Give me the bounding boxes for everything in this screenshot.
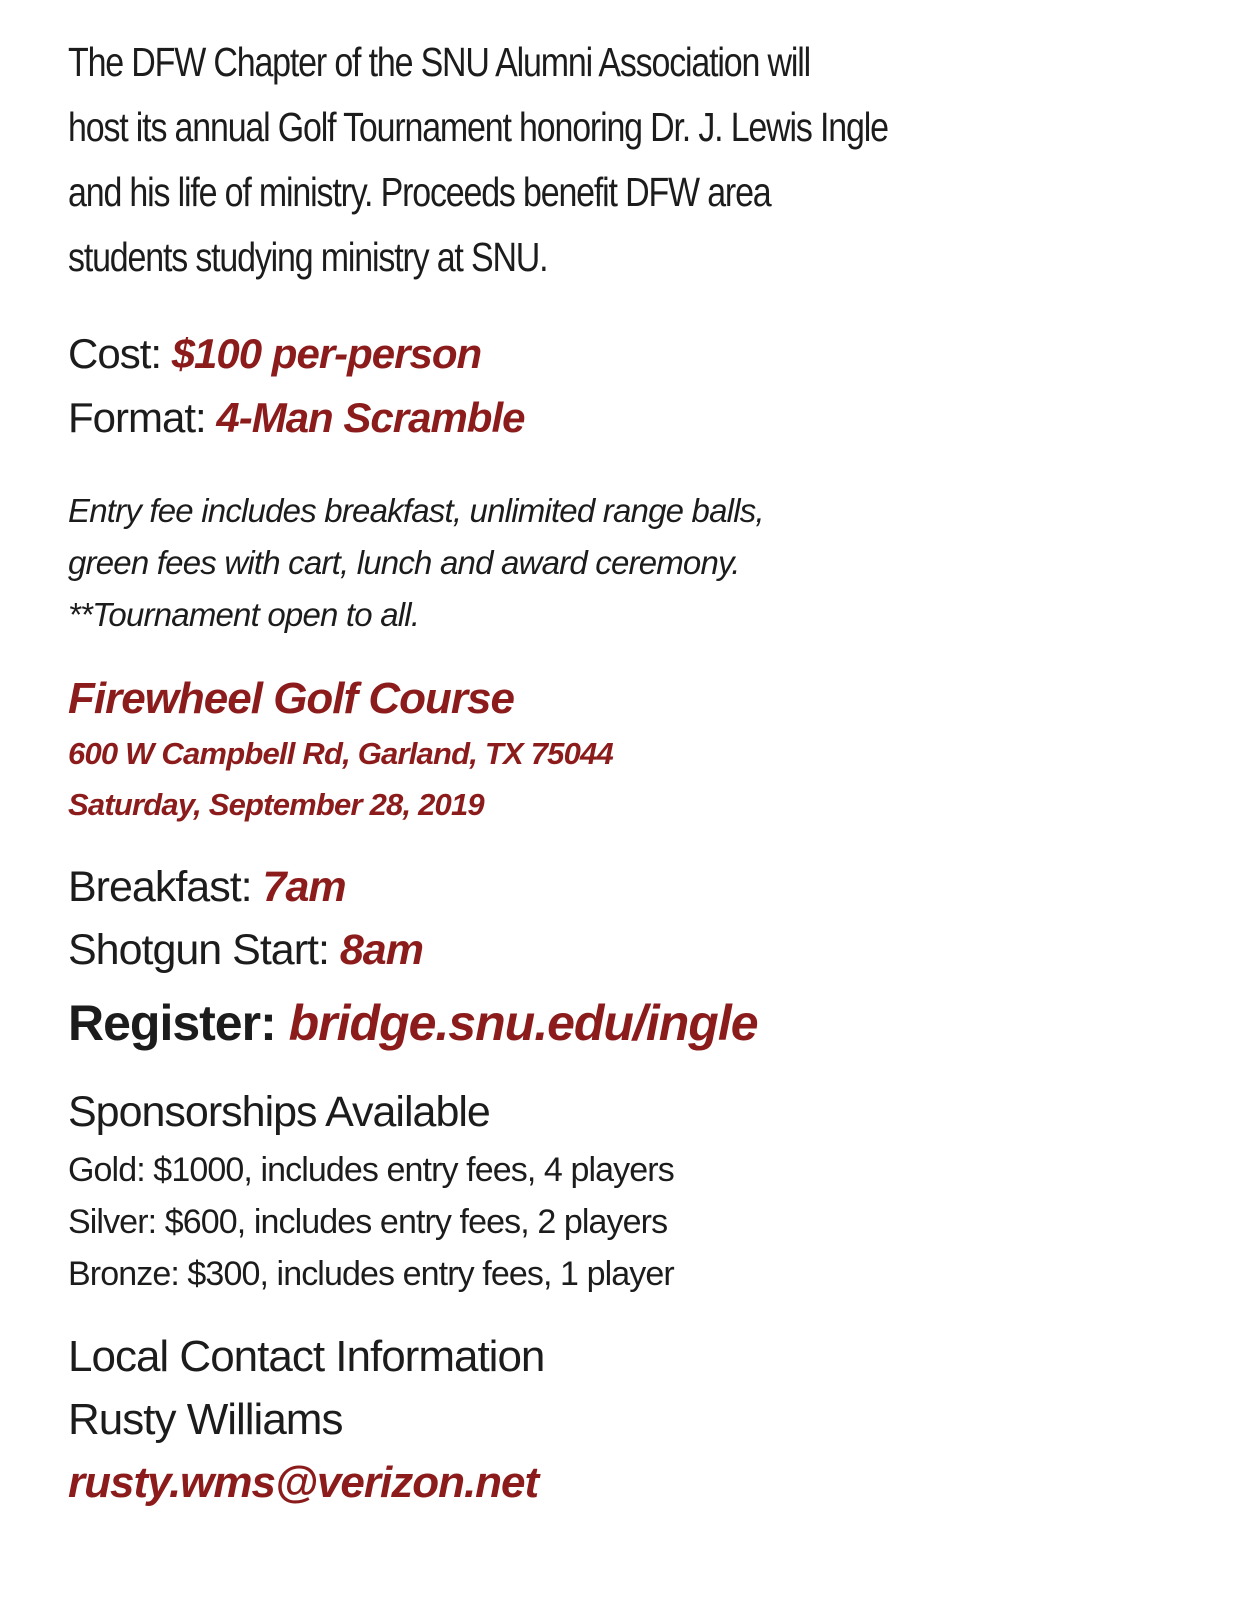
intro-line: The DFW Chapter of the SNU Alumni Association will xyxy=(68,39,811,85)
sponsorships-block xyxy=(68,1080,674,1300)
register-line xyxy=(68,990,758,1056)
intro-line: host its annual Golf Tournament honoring Dr. J. Lewis Ingle xyxy=(68,104,888,150)
note-line: Entry fee includes breakfast, unlimited range balls, xyxy=(68,492,764,529)
cost-line xyxy=(68,322,524,386)
cost-format-block xyxy=(68,322,524,450)
shotgun-time: 8am xyxy=(339,926,423,974)
contact-name: Rusty Williams xyxy=(68,1395,343,1444)
event-date: Saturday, September 28, 2019 xyxy=(68,787,484,822)
sponsorships-title: Sponsorships Available xyxy=(68,1088,490,1136)
intro-paragraph xyxy=(68,30,1172,290)
breakfast-line xyxy=(68,856,423,919)
intro-line: students studying ministry at SNU. xyxy=(68,234,548,280)
contact-title: Local Contact Information xyxy=(68,1332,545,1381)
format-line xyxy=(68,386,524,450)
venue-name: Firewheel Golf Course xyxy=(68,674,514,723)
breakfast-time: 7am xyxy=(262,863,346,911)
cost-label: Cost: xyxy=(68,330,172,377)
register-link[interactable]: bridge.snu.edu/ingle xyxy=(288,995,758,1051)
sponsorship-tier: Silver: $600, includes entry fees, 2 players xyxy=(68,1203,668,1241)
contact-email-link[interactable]: rusty.wms@verizon.net xyxy=(68,1458,539,1507)
entry-fee-note xyxy=(68,485,764,641)
format-value: 4-Man Scramble xyxy=(216,394,525,441)
note-line: **Tournament open to all. xyxy=(68,596,420,633)
breakfast-label: Breakfast: xyxy=(68,863,263,911)
venue-address: 600 W Campbell Rd, Garland, TX 75044 xyxy=(68,736,613,771)
note-line: green fees with cart, lunch and award ceremony. xyxy=(68,544,740,581)
venue-block xyxy=(68,670,613,830)
sponsorship-tier: Gold: $1000, includes entry fees, 4 players xyxy=(68,1151,674,1189)
format-label: Format: xyxy=(68,394,217,441)
shotgun-label: Shotgun Start: xyxy=(68,926,340,974)
intro-line: and his life of ministry. Proceeds benefit DFW area xyxy=(68,169,771,215)
flyer-page xyxy=(68,30,1188,1507)
schedule-block xyxy=(68,856,423,982)
cost-value: $100 per-person xyxy=(171,330,482,377)
register-label: Register: xyxy=(68,995,289,1051)
shotgun-line xyxy=(68,919,423,982)
sponsorship-tier: Bronze: $300, includes entry fees, 1 player xyxy=(68,1255,674,1293)
contact-block xyxy=(68,1325,544,1514)
